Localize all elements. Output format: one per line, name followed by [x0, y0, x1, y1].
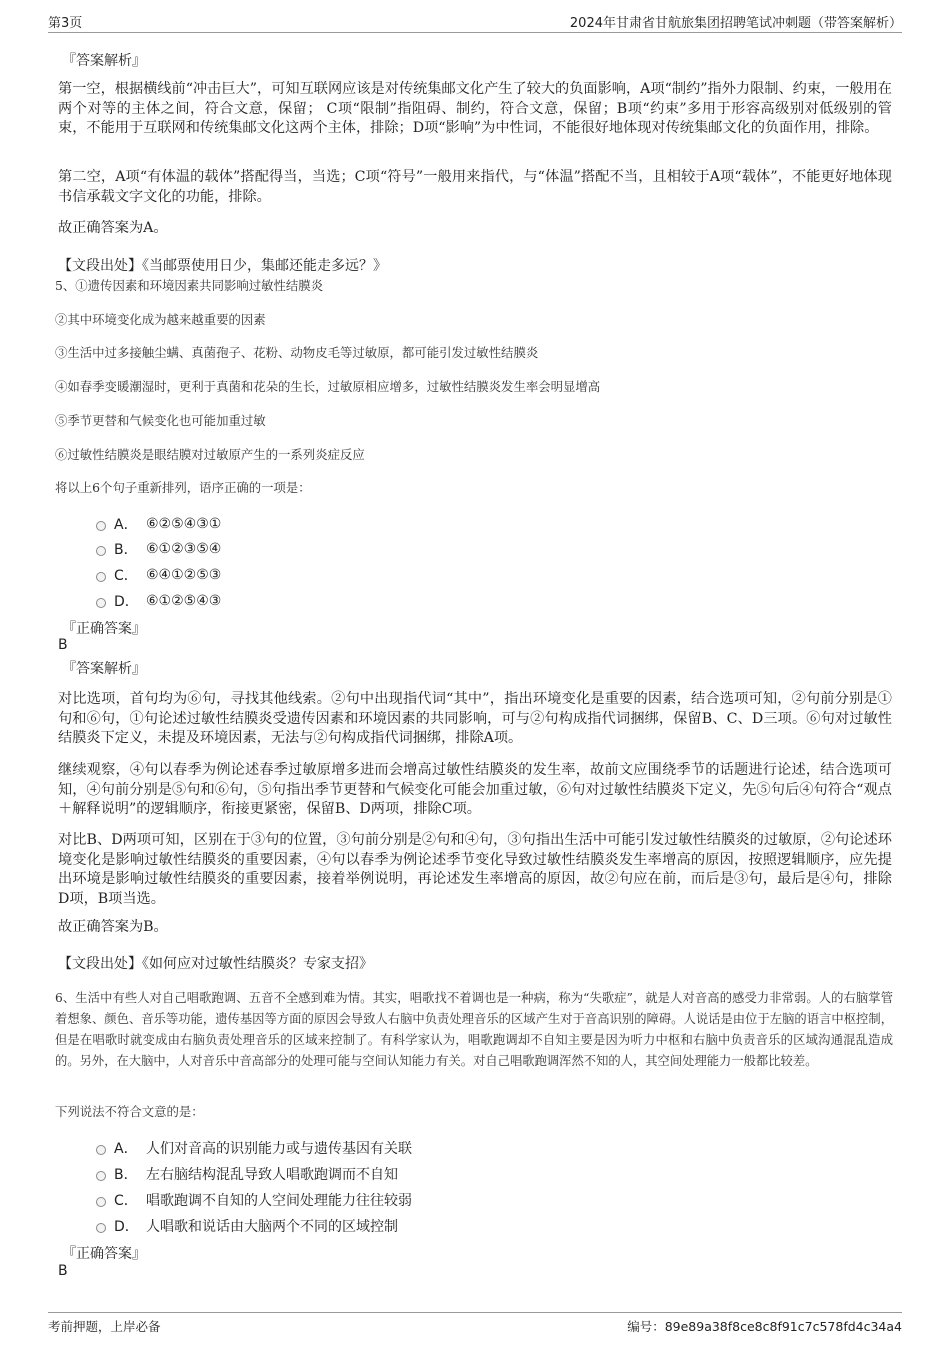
page-number: 第3页: [48, 16, 83, 31]
q5-sentence-5: ⑤季节更替和气候变化也可能加重过敏: [55, 413, 266, 428]
option-letter: A．: [114, 1141, 138, 1157]
option-letter: C．: [114, 568, 138, 584]
option-letter: D．: [114, 1219, 139, 1235]
q5-sentence-3: ③生活中过多接触尘螨、真菌孢子、花粉、动物皮毛等过敏原，都可能引发过敏性结膜炎: [55, 345, 539, 360]
q5-analysis-paragraph-1: 对比选项，首句均为⑥句，寻找其他线索。②句中出现指代词“其中”，指出环境变化是重要的因素，结合选项可知，②句前分别是①句和⑥句，①句论述过敏性结膜炎受遗传因素和环境因素的共同影响，可与②句构成指代词捆绑，保留B、C、D三项。⑥句对过敏性结膜炎下定义，未提及环境因素，无法与②句构成指代词捆绑，排除A项。: [58, 691, 892, 746]
q5-analysis-paragraph-3: 对比B、D两项可知，区别在于③句的位置，③句前分别是②句和④句，③句指出生活中可能引发过敏性结膜炎的过敏原，②句论述环境变化是影响过敏性结膜炎的重要因素，④句以春季为例论述季节变化导致过敏性结膜炎发生率增高的原因，按照逻辑顺序，应先提出环境是影响过敏性结膜炎的重要因素，接着举例说明，再论述发生率增高的原因，故②句应在前，而后是③句，最后是④句，排除D项，B项当选。: [58, 832, 892, 907]
q5-source: 【文段出处】《如何应对过敏性结膜炎？专家支招》: [58, 956, 373, 972]
option-letter: C．: [114, 1193, 138, 1209]
page-header: [48, 10, 902, 33]
q6-passage: 6、生活中有些人对自己唱歌跑调、五音不全感到难为情。其实，唱歌找不着调也是一种病，称为“失歌症”，就是人对音高的感受力非常弱。人的右脑掌管着想象、颜色、音乐等功能，遗传基因等方面的原因会导致人右脑中负责处理音乐的区域产生对于音高识别的障碍。人说话是由位于左脑的语言中枢控制，但是在唱歌时就变成由右脑负责处理音乐的区域来控制了。有科学家认为，唱歌跑调却不自知主要是因为听力中枢和右脑中负责音乐的区域沟通混乱造成的。另外，在大脑中，人对音乐中音高部分的处理可能与空间认知能力有关。对自己唱歌跑调浑然不知的人，其空间处理能力一般都比较差。: [55, 991, 893, 1068]
q5-sentence-4: ④如春季变暖潮湿时，更利于真菌和花朵的生长，过敏原相应增多，过敏性结膜炎发生率会明显增高: [55, 379, 601, 394]
radio-icon[interactable]: [96, 1145, 106, 1155]
q5-option-b[interactable]: [96, 539, 221, 559]
q6-option-c[interactable]: [96, 1190, 412, 1210]
q6-option-a[interactable]: [96, 1138, 412, 1158]
option-text: ⑥②⑤④③①: [146, 516, 222, 532]
q4-source: 【文段出处】《当邮票使用日少，集邮还能走多远？》: [58, 258, 387, 274]
q5-question-stem: 将以上6个句子重新排列，语序正确的一项是：: [55, 480, 311, 495]
q4-analysis-paragraph-2: 第二空，A项“有体温的载体”搭配得当，当选；C项“符号”一般用来指代，与“体温”搭配不当，且相较于A项“载体”，不能更好地体现书信承载文字文化的功能，排除。: [58, 169, 892, 205]
document-serial-number: 编号：89e89a38f8ce8c8f91c7c578fd4c34a4: [627, 1319, 902, 1334]
radio-icon[interactable]: [96, 572, 106, 582]
q5-option-d[interactable]: [96, 591, 221, 611]
footer-slogan: 考前押题，上岸必备: [48, 1319, 161, 1334]
option-text: ⑥①②③⑤④: [146, 541, 222, 557]
q5-option-a[interactable]: [96, 514, 221, 534]
q4-analysis-paragraph-1: 第一空，根据横线前“冲击巨大”，可知互联网应该是对传统集邮文化产生了较大的负面影响，A项“制约”指外力限制、约束，一般用在两个对等的主体之间，符合文意，保留； C项“限制”指阻碍、制约，符合文意，保留；B项“约束”多用于形容高级别对低级别的管束，不能用于互联网和传统集邮文化这两个主体，排除；D项“影响”为中性词，不能很好地体现对传统集邮文化的负面作用，排除。: [58, 81, 892, 136]
option-text: 人们对音高的识别能力或与遗传基因有关联: [146, 1141, 412, 1157]
radio-icon[interactable]: [96, 598, 106, 608]
q6-option-d[interactable]: [96, 1216, 398, 1236]
q6-answer: B: [58, 1263, 68, 1279]
radio-icon[interactable]: [96, 1197, 106, 1207]
radio-icon[interactable]: [96, 1171, 106, 1181]
q5-sentence-6: ⑥过敏性结膜炎是眼结膜对过敏原产生的一系列炎症反应: [55, 447, 365, 462]
radio-icon[interactable]: [96, 1223, 106, 1233]
q5-conclusion: 故正确答案为B。: [58, 919, 168, 935]
option-text: ⑥①②⑤④③: [146, 593, 222, 609]
radio-icon[interactable]: [96, 521, 106, 531]
option-text: 左右脑结构混乱导致人唱歌跑调而不自知: [146, 1167, 398, 1183]
q5-option-c[interactable]: [96, 565, 221, 585]
q4-conclusion: 故正确答案为A。: [58, 220, 168, 236]
q4-analysis-heading: 『答案解析』: [62, 53, 146, 69]
q6-option-b[interactable]: [96, 1164, 398, 1184]
q5-sentence-1: 5、①遗传因素和环境因素共同影响过敏性结膜炎: [55, 278, 324, 293]
q5-answer: B: [58, 637, 68, 653]
option-letter: D．: [114, 594, 139, 610]
q5-analysis-heading: 『答案解析』: [62, 661, 146, 677]
option-letter: B．: [114, 542, 138, 558]
q6-question-stem: 下列说法不符合文意的是：: [55, 1104, 204, 1119]
radio-icon[interactable]: [96, 546, 106, 556]
option-text: ⑥④①②⑤③: [146, 567, 222, 583]
page-footer: [48, 1312, 902, 1337]
option-letter: B．: [114, 1167, 138, 1183]
q5-sentence-2: ②其中环境变化成为越来越重要的因素: [55, 312, 266, 327]
q5-analysis-paragraph-2: 继续观察，④句以春季为例论述春季过敏原增多进而会增高过敏性结膜炎的发生率，故前文应围绕季节的话题进行论述，结合选项可知，④句前分别是⑤句和⑥句，⑤句指出季节更替和气候变化可能会加重过敏，⑥句对过敏性结膜炎下定义，先⑤句后④句符合“观点＋解释说明”的逻辑顺序，衔接更紧密，保留B、D两项，排除C项。: [58, 762, 892, 817]
option-text: 唱歌跑调不自知的人空间处理能力往往较弱: [146, 1193, 412, 1209]
q5-correct-heading: 『正确答案』: [62, 621, 146, 637]
document-title: 2024年甘肃省甘航旅集团招聘笔试冲刺题（带答案解析）: [569, 16, 902, 31]
q6-correct-heading: 『正确答案』: [62, 1246, 146, 1262]
option-letter: A．: [114, 517, 138, 533]
option-text: 人唱歌和说话由大脑两个不同的区域控制: [146, 1219, 398, 1235]
